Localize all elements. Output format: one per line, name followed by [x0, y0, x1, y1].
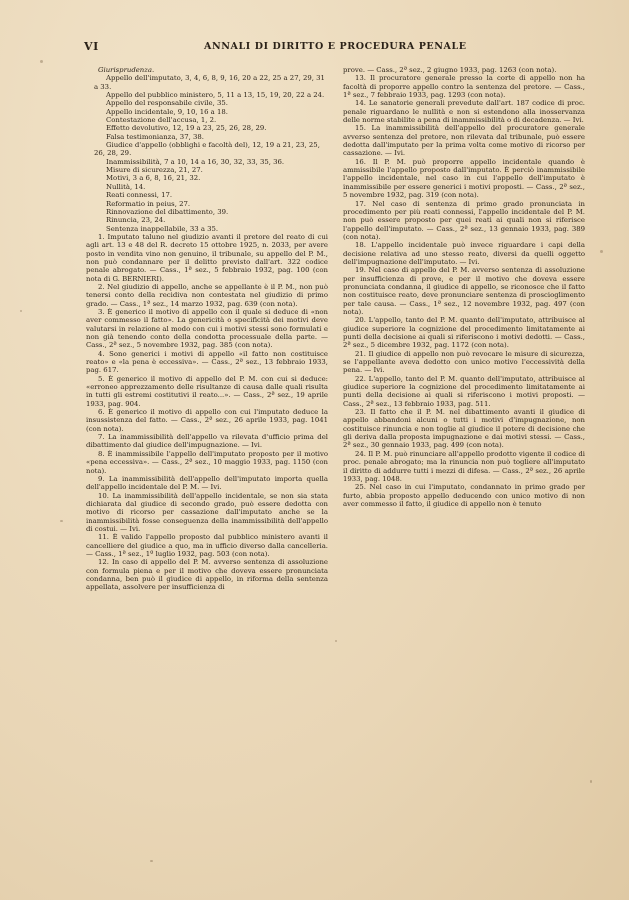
index-entry: Appello dell'imputato, 3, 4, 6, 8, 9, 16, 20 a 22, 25 a 27, 29, 31 a 33.	[94, 74, 325, 91]
index-entry: Sentenza inappellabile, 33 a 35.	[106, 224, 219, 233]
maxim-paragraph: 11. È valido l'appello proposto dal pubblico ministero avanti il cancelliere del giudice a quo, ma in ufficio diverso dalla cancelleria. — Cass., 1ª sez., 1º luglio 1932, pag. 503 (con nota).	[86, 533, 328, 558]
index-entry: Rinuncia, 23, 24.	[106, 216, 166, 225]
index-entry: Motivi, 3 a 6, 8, 16, 21, 32.	[106, 174, 201, 183]
maxim-paragraph: 1. Imputato taluno nel giudizio avanti il pretore del reato di cui agli art. 13 e 48 del R. decreto 15 ottobre 1925, n. 2033, per avere posto in vendita vino non genuino, il tribunale, su appello del P. M., non può condannare per il delitto previsto dall'art. 322 codice penale abrogato. — Cass., 1ª sez., 5 febbraio 1932, pag. 100 (con nota di G. BERNIERI).	[86, 232, 328, 283]
maxim-paragraph: 19. Nel caso di appello del P. M. avverso sentenza di assoluzione per insufficienza di prove, e per il motivo che doveva essere pronunciata condanna, il giudice di appello, se riconosce che il fatto non costituisce reato, deve pronunciare sentenza di proscioglimento per tale causa. — Cass., 1ª sez., 12 novembre 1932, pag. 497 (con nota).	[343, 266, 585, 316]
maxim-paragraph: 2. Nel giudizio di appello, anche se appellante è il P. M., non può tenersi conto della recidiva non contestata nel giudizio di primo grado. — Cass., 1ª sez., 14 marzo 1932, pag. 639 (con nota).	[86, 282, 328, 308]
index-entry: Misure di sicurezza, 21, 27.	[106, 166, 203, 175]
maxim-paragraph: 15. La inammissibilità dell'appello del procuratore generale avverso sentenza del pretore, non rilevata dal tribunale, può essere dedotta dall'imputato per la prima volta come motivo di ricorso per cassazione. — Ivi.	[343, 124, 585, 158]
index-entry: Reformatio in peius, 27.	[106, 199, 191, 208]
index-entry: Falsa testimonianza, 37, 38.	[106, 132, 204, 141]
paper-speck	[60, 520, 63, 522]
maxim-paragraph: 20. L'appello, tanto del P. M. quanto dell'imputato, attribuisce al giudice superiore la cognizione del procedimento limitatamente ai punti della decisione ai quali si riferiscono i motivi dedotti. — Cass., 2ª sez., 5 dicembre 1932, pag. 1172 (con nota).	[343, 316, 585, 350]
index-entry: Nullità, 14.	[106, 182, 146, 191]
index-entry: Appello del responsabile civile, 35.	[106, 99, 228, 108]
maxim-paragraph: 18. L'appello incidentale può invece riguardare i capi della decisione relativa ad uno stesso reato, diversi da quelli oggetto dell'impugnazione dell'imputato. — Ivi.	[343, 241, 585, 266]
maxim-paragraph: 9. La inammissibilità dell'appello dell'imputato importa quella dell'appello incidentale del P. M. — Ivi.	[86, 474, 328, 492]
maxim-paragraph: 4. Sono generici i motivi di appello «il fatto non costituisce reato» e «la pena è eccessiva». — Cass., 2ª sez., 13 febbraio 1933, pag. 617.	[86, 349, 328, 375]
maxim-paragraph: 13. Il procuratore generale presso la corte di appello non ha facoltà di proporre appello contro la sentenza del pretore. — Cass., 1ª sez., 7 febbraio 1933, pag. 1293 (con nota).	[343, 74, 585, 100]
paper-speck	[150, 860, 153, 862]
paper-speck	[20, 310, 22, 312]
right-paragraphs	[343, 66, 585, 508]
subject-index	[86, 74, 328, 233]
maxim-paragraph: 3. È generico il motivo di appello con il quale si deduce di «non aver commesso il fatto». La genericità o specificità dei motivi deve valutarsi in relazione al modo con cui i motivi stessi sono formulati e non già tenendo conto della condotta processuale della parte. — Cass., 2ª sez., 5 novembre 1932, pag. 385 (con nota).	[86, 307, 328, 350]
maxim-paragraph: 17. Nel caso di sentenza di primo grado pronunciata in procedimento per più reati connessi, l'appello incidentale del P. M. non può essere proposto per quei reati ai quali non si riferisce l'appello dell'imputato. — Cass., 2ª sez., 13 gennaio 1933, pag. 389 (con nota).	[343, 199, 585, 241]
index-entry: Contestazione dell'accusa, 1, 2.	[106, 116, 217, 125]
maxim-paragraph: 21. Il giudice di appello non può revocare le misure di sicurezza, se l'appellante aveva dedotto con unico motivo l'eccessività della pena. — Ivi.	[343, 349, 585, 375]
paper-speck	[600, 250, 603, 253]
maxim-paragraph: 12. In caso di appello del P. M. avverso sentenza di assoluzione con formula piena e per il motivo che doveva essere pronunciata condanna, ben può il giudice di appello, in riforma della sentenza appellata, assolvere per insufficienza di	[86, 558, 328, 592]
maxim-paragraph: 22. L'appello, tanto del P. M. quanto dell'imputato, attribuisce al giudice superiore la cognizione del procedimento limitatamente ai punti della decisione ai quali si riferiscono i motivi proposti. — Cass., 2ª sez., 13 febbraio 1933, pag. 511.	[343, 374, 585, 408]
index-entry: Appello del pubblico ministero, 5, 11 a 13, 15, 19, 20, 22 a 24.	[106, 91, 325, 100]
maxim-paragraph: 25. Nel caso in cui l'imputato, condannato in primo grado per furto, abbia proposto appello deducendo con unico motivo di non aver commesso il fatto, il giudice di appello non è tenuto	[343, 483, 585, 508]
left-column	[86, 66, 328, 592]
page-number: VI	[84, 40, 99, 53]
right-column	[343, 66, 585, 508]
maxim-paragraph: 8. È inammissibile l'appello dell'imputato proposto per il motivo «pena eccessiva». — Cass., 2ª sez., 10 maggio 1933, pag. 1150 (con nota).	[86, 449, 328, 475]
maxim-paragraph: 14. Le sanatorie generali prevedute dall'art. 187 codice di proc. penale riguardano le nullità e non si estendono alla inosservanza delle norme stabilite a pena di inammissibilità o di decadenza. — Ivi.	[343, 99, 585, 125]
maxim-paragraph: 7. La inammissibilità dell'appello va rilevata d'ufficio prima del dibattimento dal giudice dell'impugnazione. — Ivi.	[86, 433, 328, 450]
index-entry: Giudice d'appello (obblighi e facoltà del), 12, 19 a 21, 23, 25, 26, 28, 29.	[94, 141, 320, 158]
index-entry: Reati connessi, 17.	[106, 191, 173, 200]
maxim-paragraph: 10. La inammissibilità dell'appello incidentale, se non sia stata dichiarata dal giudice di secondo grado, può essere dedotta con motivo di ricorso per cassazione dall'imputato anche se la inammissibilità fosse conseguenza della inammissibilità dell'appello di costui. — Ivi.	[86, 491, 328, 533]
maxim-paragraph: 5. È generico il motivo di appello del P. M. con cui si deduce: «erroneo apprezzamento delle risultanze di causa dalle quali risulta in tutti gli estremi costitutivi il reato...». — Cass., 2ª sez., 19 aprile 1933, pag. 904.	[86, 374, 328, 408]
index-heading: Giurisprudenza.	[98, 66, 155, 74]
page-header	[84, 40, 581, 54]
left-paragraphs	[86, 233, 328, 592]
paper-speck	[335, 640, 337, 642]
maxim-paragraph: 6. È generico il motivo di appello con cui l'imputato deduce la insussistenza del fatto. — Cass., 2ª sez., 26 aprile 1933, pag. 1041 (con nota).	[86, 408, 328, 433]
maxim-paragraph: 23. Il fatto che il P. M. nel dibattimento avanti il giudice di appello abbandoni alcuni o tutti i motivi d'impugnazione, non costituisce rinuncia e non toglie al giudice il potere di decisione che gli deriva dalla proposta impugnazione e dai motivi stessi. — Cass., 2ª sez., 30 gennaio 1933, pag. 499 (con nota).	[343, 408, 585, 450]
index-entry: Rinnovazione del dibattimento, 39.	[106, 207, 229, 216]
index-entry: Inammissibilità, 7 a 10, 14 a 16, 30, 32, 33, 35, 36.	[106, 157, 285, 166]
index-entry: Appello incidentale, 9, 10, 16 a 18.	[106, 107, 228, 116]
index-entry: Effetto devolutivo, 12, 19 a 23, 25, 26, 28, 29.	[106, 124, 267, 133]
maxim-paragraph: prove. — Cass., 2ª sez., 2 giugno 1933, pag. 1263 (con nota).	[343, 66, 557, 74]
running-title: ANNALI DI DIRITTO E PROCEDURA PENALE	[204, 41, 467, 52]
maxim-paragraph: 16. Il P. M. può proporre appello incidentale quando è ammissibile l'appello proposto dall'imputato. È perciò inammissibile l'appello incidentale, nel caso in cui l'appello dell'imputato è inammissibile per essere generici i motivi proposti. — Cass., 2ª sez., 5 novembre 1932, pag. 319 (con nota).	[343, 157, 585, 200]
paper-speck	[590, 780, 592, 783]
paper-speck	[40, 60, 43, 63]
maxim-paragraph: 24. Il P. M. può rinunciare all'appello prodotto vigente il codice di proc. penale abrogato; ma la rinuncia non può togliere all'imputato il diritto di addurre tutti i mezzi di difesa. — Cass., 2ª sez., 26 aprile 1933, pag. 1048.	[343, 449, 585, 483]
